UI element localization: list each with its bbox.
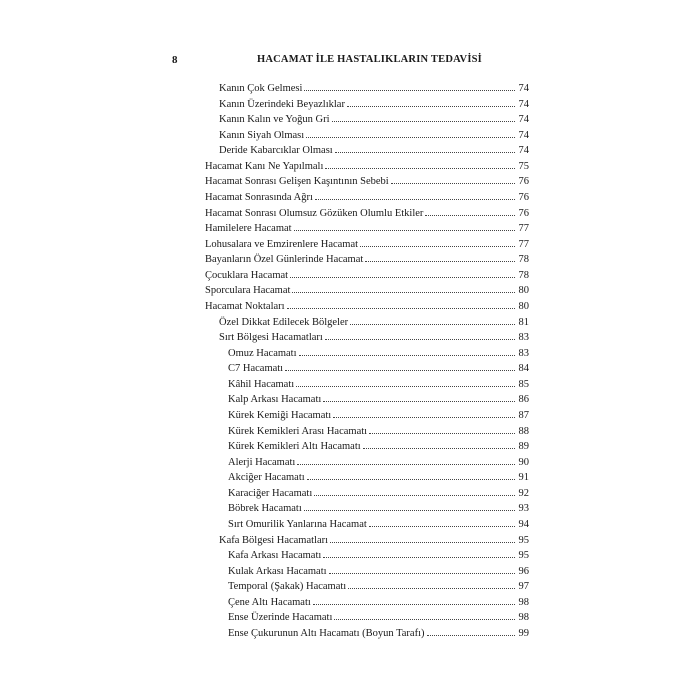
toc-entry-page: 88 [518, 425, 529, 437]
toc-entry [228, 563, 529, 578]
toc-entry-page: 98 [518, 612, 529, 624]
toc-entry-page: 96 [518, 565, 529, 577]
toc-entry-page: 83 [518, 332, 529, 344]
toc-entry [228, 594, 529, 609]
toc-dot-leader [391, 173, 515, 184]
toc-entry-title: Böbrek Hacamatı [228, 503, 302, 515]
toc-entry-title: Sporculara Hacamat [205, 285, 291, 297]
toc-dot-leader [325, 329, 515, 340]
toc-entry-title: Karaciğer Hacamatı [228, 487, 313, 499]
toc-entry-page: 93 [518, 503, 529, 515]
toc-entry-page: 74 [518, 83, 529, 94]
toc-entry-title: Akciğer Hacamatı [228, 472, 305, 484]
toc-entry-page: 74 [518, 145, 529, 157]
toc-entry [219, 111, 529, 126]
toc-entry-page: 77 [518, 238, 529, 250]
toc-entry-title: Çocuklara Hacamat [205, 269, 289, 281]
toc-entry-page: 76 [518, 207, 529, 219]
toc-entry [228, 625, 529, 640]
toc-entry-title: Deride Kabarcıklar Olması [219, 145, 333, 157]
toc-entry [205, 267, 529, 282]
toc-dot-leader [363, 438, 515, 449]
toc-entry [228, 500, 529, 515]
toc-dot-leader [425, 205, 515, 216]
toc-entry [205, 298, 529, 313]
toc-entry-page: 89 [518, 441, 529, 453]
toc-entry-page: 91 [518, 472, 529, 484]
toc-entry-title: Kürek Kemikleri Altı Hacamatı [228, 441, 361, 453]
toc-dot-leader [296, 376, 515, 387]
toc-entry [228, 469, 529, 484]
toc-entry-page: 87 [518, 409, 529, 421]
toc-entry-title: Sırt Bölgesi Hacamatları [219, 332, 323, 344]
toc-entry-page: 75 [518, 160, 529, 172]
toc-dot-leader [315, 189, 515, 200]
toc-entry-title: Sırt Omurilik Yanlarına Hacamat [228, 518, 367, 530]
toc-entry [228, 516, 529, 531]
toc-entry-title: Özel Dikkat Edilecek Bölgeler [219, 316, 349, 328]
toc-dot-leader [329, 563, 515, 574]
toc-dot-leader [325, 158, 515, 169]
toc-entry [219, 142, 529, 157]
toc-entry-title: Temporal (Şakak) Hacamatı [228, 581, 347, 593]
toc-entry [228, 345, 529, 360]
toc-dot-leader [427, 625, 516, 636]
toc-entry [228, 485, 529, 500]
toc-entry-page: 98 [518, 596, 529, 608]
toc-entry-page: 74 [518, 129, 529, 141]
toc-dot-leader [313, 594, 515, 605]
toc-entry-title: Kanın Çok Gelmesi [219, 83, 303, 94]
toc-entry-page: 94 [518, 518, 529, 530]
toc-entry [205, 205, 529, 220]
toc-entry [219, 96, 529, 111]
running-title: HACAMAT İLE HASTALIKLARIN TEDAVİSİ [257, 54, 482, 65]
toc-entry-page: 92 [518, 487, 529, 499]
toc-entry-page: 74 [518, 114, 529, 126]
toc-entry-title: Hacamat Noktaları [205, 300, 285, 312]
toc-entry-page: 83 [518, 347, 529, 359]
toc-entry-page: 99 [518, 627, 529, 639]
toc-dot-leader [369, 423, 515, 434]
toc-entry [228, 547, 529, 562]
toc-entry-page: 81 [518, 316, 529, 328]
toc-entry [228, 438, 529, 453]
toc-entry [205, 173, 529, 188]
toc-entry [205, 251, 529, 266]
toc-entry-page: 90 [518, 456, 529, 468]
toc-dot-leader [335, 142, 515, 153]
toc-entry [228, 407, 529, 422]
toc-dot-leader [369, 516, 515, 527]
toc-entry-title: Hamilelere Hacamat [205, 223, 292, 235]
toc-entry [205, 220, 529, 235]
toc-dot-leader [323, 547, 515, 558]
toc-entry-title: Kâhil Hacamatı [228, 378, 295, 390]
toc-entry-page: 95 [518, 550, 529, 562]
toc-entry-title: Ense Üzerinde Hacamatı [228, 612, 333, 624]
toc-entry [219, 532, 529, 547]
toc-entry-title: Kalp Arkası Hacamatı [228, 394, 322, 406]
toc-entry [219, 80, 529, 95]
toc-entry-page: 78 [518, 254, 529, 266]
toc-entry-page: 97 [518, 581, 529, 593]
toc-entry-title: Kürek Kemikleri Arası Hacamatı [228, 425, 368, 437]
toc-entry [228, 578, 529, 593]
toc-dot-leader [287, 298, 515, 309]
toc-entry [219, 329, 529, 344]
toc-dot-leader [285, 360, 515, 371]
toc-entry [219, 314, 529, 329]
toc-dot-leader [306, 127, 515, 138]
toc-entry-page: 76 [518, 191, 529, 203]
toc-entry-title: Kanın Kalın ve Yoğun Gri [219, 114, 330, 126]
toc-dot-leader [334, 609, 515, 620]
toc-dot-leader [297, 454, 515, 465]
toc-entry [205, 236, 529, 251]
toc-dot-leader [307, 469, 515, 480]
toc-dot-leader [333, 407, 515, 418]
toc-entry-title: Çene Altı Hacamatı [228, 596, 311, 608]
toc-entry [205, 189, 529, 204]
toc-entry-page: 84 [518, 363, 529, 375]
toc-dot-leader [330, 532, 515, 543]
toc-dot-leader [292, 282, 515, 293]
toc-entry [219, 127, 529, 142]
toc-entry-page: 95 [518, 534, 529, 546]
toc-dot-leader [294, 220, 515, 231]
toc-dot-leader [323, 391, 515, 402]
toc-dot-leader [360, 236, 515, 247]
toc-dot-leader [290, 267, 515, 278]
toc-entry-title: Omuz Hacamatı [228, 347, 297, 359]
toc-entry-title: Hacamat Sonrasında Ağrı [205, 191, 313, 203]
toc-entry-title: Kanın Siyah Olması [219, 129, 305, 141]
toc-entry-title: C7 Hacamatı [228, 363, 284, 375]
toc-entry-page: 78 [518, 269, 529, 281]
toc-entry [205, 282, 529, 297]
toc-dot-leader [299, 345, 515, 356]
toc-entry [228, 609, 529, 624]
toc-dot-leader [332, 111, 515, 122]
toc-entry [228, 454, 529, 469]
toc-entry [228, 391, 529, 406]
toc-dot-leader [304, 80, 515, 91]
toc-entry-title: Kafa Bölgesi Hacamatları [219, 534, 329, 546]
toc-entry-title: Lohusalara ve Emzirenlere Hacamat [205, 238, 359, 250]
toc-entry-page: 76 [518, 176, 529, 188]
toc-entry-title: Kanın Üzerindeki Beyazlıklar [219, 98, 345, 110]
toc-entry-title: Alerji Hacamatı [228, 456, 296, 468]
page-number: 8 [172, 54, 178, 66]
toc-entry-title: Hacamat Sonrası Olumsuz Gözüken Olumlu Etkiler [205, 207, 424, 219]
toc-dot-leader [304, 500, 515, 511]
toc-dot-leader [350, 314, 515, 325]
toc-entry-title: Hacamat Kanı Ne Yapılmalı [205, 160, 324, 172]
toc-entry [205, 158, 529, 173]
toc-entry-title: Kulak Arkası Hacamatı [228, 565, 327, 577]
toc-entry-title: Ense Çukurunun Altı Hacamatı (Boyun Tarafı) [228, 627, 425, 639]
toc-dot-leader [365, 251, 515, 262]
toc-entry-page: 77 [518, 223, 529, 235]
toc-entry-title: Kürek Kemiği Hacamatı [228, 409, 332, 421]
toc-entry [228, 423, 529, 438]
toc-dot-leader [314, 485, 515, 496]
toc-entry-page: 80 [518, 300, 529, 312]
toc-entry-page: 74 [518, 98, 529, 110]
toc-entry-page: 85 [518, 378, 529, 390]
toc-dot-leader [347, 96, 515, 107]
toc-entry [228, 360, 529, 375]
toc-entry-title: Kafa Arkası Hacamatı [228, 550, 322, 562]
toc-entry-page: 86 [518, 394, 529, 406]
toc-dot-leader [348, 578, 515, 589]
toc-entry [228, 376, 529, 391]
toc-entry-title: Hacamat Sonrası Gelişen Kaşıntının Sebebi [205, 176, 389, 188]
toc-entry-title: Bayanların Özel Günlerinde Hacamat [205, 254, 364, 266]
toc-entry-page: 80 [518, 285, 529, 297]
